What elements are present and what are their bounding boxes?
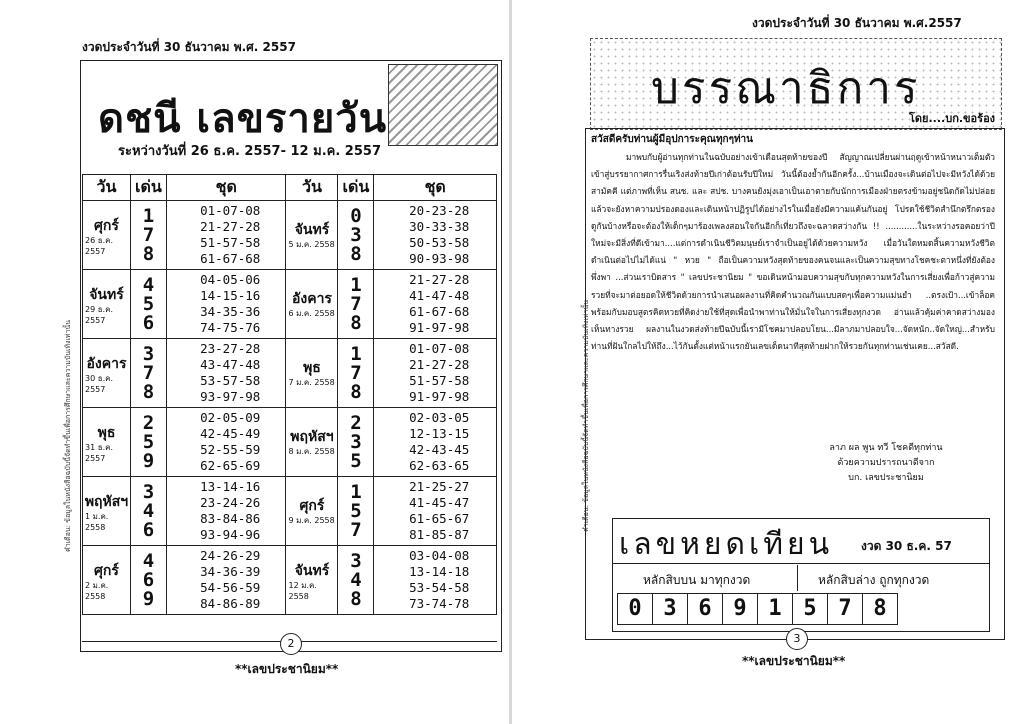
number-set: 52-55-59	[200, 442, 261, 457]
number-set: 20-23-28	[409, 203, 470, 218]
table-row	[83, 477, 497, 546]
editorial-greeting: สวัสดีครับท่านผู้มีอุปการะคุณทุกๆท่าน	[591, 134, 754, 145]
day-date: 5 ม.ค. 2558	[288, 240, 335, 249]
day-name: พุธ	[303, 360, 321, 376]
day-name: ศุกร์	[94, 217, 119, 234]
lucky-digit: 0	[617, 593, 653, 625]
lead-digit: 2	[350, 411, 362, 434]
lucky-date: งวด 30 ธ.ค. 57	[861, 539, 952, 553]
day-date: 26 ธ.ค. 2557	[85, 235, 114, 256]
lead-digit: 7	[350, 518, 362, 541]
lead-digit: 1	[350, 342, 362, 365]
day-name: อังคาร	[86, 355, 127, 372]
lottery-ticket-illustration	[388, 64, 498, 146]
page-number: 3	[786, 628, 808, 650]
number-set: 14-15-16	[200, 288, 261, 303]
day-name: จันทร์	[89, 286, 124, 303]
number-set: 12-13-15	[409, 426, 470, 441]
number-set: 34-36-39	[200, 564, 261, 579]
day-date: 29 ธ.ค. 2557	[85, 304, 114, 325]
header-lead: เด่น	[130, 175, 166, 201]
number-set: 02-03-05	[409, 410, 470, 425]
page-number: 2	[280, 633, 302, 655]
lead-digit: 6	[142, 311, 155, 334]
lead-digit: 7	[142, 223, 155, 246]
lead-digit: 1	[142, 204, 155, 227]
lucky-number-box	[612, 518, 990, 632]
number-set: 03-04-08	[409, 548, 470, 563]
day-date: 31 ธ.ค. 2557	[85, 442, 114, 463]
number-set: 43-47-48	[200, 357, 261, 372]
lead-digit: 3	[350, 223, 362, 246]
day-date: 12 ม.ค. 2558	[288, 580, 317, 601]
number-set: 01-07-08	[409, 341, 470, 356]
lead-digit: 8	[350, 587, 362, 610]
editorial-banner	[590, 38, 1002, 130]
day-date: 1 ม.ค. 2558	[85, 511, 109, 532]
day-name: จันทร์	[294, 222, 330, 238]
number-set: 42-45-49	[200, 426, 261, 441]
day-name: อังคาร	[291, 291, 332, 307]
table-row	[83, 270, 497, 339]
lead-digit: 4	[142, 549, 155, 572]
number-set: 74-75-76	[200, 320, 261, 335]
editorial-title: บรรณาธิการ	[651, 63, 921, 114]
right-header-date: งวดประจำวันที่ 30 ธันวาคม พ.ศ.2557	[752, 16, 962, 30]
day-name: พฤหัสฯ	[290, 429, 334, 445]
number-set: 30-33-38	[409, 219, 470, 234]
number-set: 24-26-29	[200, 548, 261, 563]
number-set: 62-63-65	[409, 458, 470, 473]
closing-line: ด้วยความปรารถนาดีจาก	[837, 458, 935, 468]
day-name: พุธ	[97, 424, 116, 441]
number-set: 21-27-28	[409, 357, 470, 372]
lead-digit: 3	[142, 342, 155, 365]
number-set: 93-94-96	[200, 527, 261, 542]
number-set: 93-97-98	[200, 389, 261, 404]
right-side-note: คำเตือน: ข้อมูลในหนังสือฉบับนี้จัดทำขึ้นเพื่อการศึกษาและความบันเทิงเท่านั้น	[582, 300, 590, 532]
lead-digit: 5	[142, 292, 155, 315]
lucky-digit: 9	[722, 593, 758, 625]
number-set: 91-97-98	[409, 389, 470, 404]
lead-digit: 8	[350, 311, 362, 334]
number-set: 21-27-28	[409, 272, 470, 287]
table-row	[83, 201, 497, 270]
number-set: 13-14-16	[200, 479, 261, 494]
label-bottom: หลักสิบล่าง ถูกทุกงวด	[818, 573, 930, 587]
number-set: 53-57-58	[200, 373, 261, 388]
editorial-closing	[796, 441, 976, 486]
lead-digit: 6	[142, 568, 155, 591]
editorial-body: มาพบกับผู้อ่านทุกท่านในฉบับอย่างเข้าเดือนสุดท้ายของปี สัญญาณเปลี่ยนผ่านฤดูเข้าหน้าหนาวเต็มตัวเข้าสู่บรรยากาศการรื่นเริงส่งท้ายปีเก่าต้อนรับปีใหม่ วันนี้ต้องย้ำกันอีกครั้ง...บ้านเมืองจะเดินต่อไปจะมีหวังได้ด้วยสามัคคี แต่ภาพที่เห็น สนช. และ สปช. บางคนยังมุ่งเอาเป็นเอาตายกับนักการเมืองฝ่ายตรงข้ามอยู่ชนิดกัดไม่ปล่อยแล้วจะยังหาความปรองดองและเดินหน้าปฏิรูปได้อย่างไรในเมื่อยังมีความแค้นกันอยู่ โปรดใช้ชีวิตสำนึกตรึกตรองดูกันบ้างหรือจะต้องให้เด็กๆมาร้องเพลงสอนใจกันอีกก็เที่ยวถึงจะฉลาดสว่างกัน !! ............ในระหว่างรอคอยว่าปีใหม่จะมีสิ่งที่ดีเข้ามา....แต่การดำเนินชีวิตมนุษย์เราจำเป็นอยู่ได้ด้วยความหวัง เมื่อวันใดหมดสิ้นความหวังชีวิตดำเนินต่อไปไม่ได้แน่ " หวย " ถือเป็นความหวังสุดท้ายของคนจนและเป็นความสุขทางโชคชะตาหนึ่งที่ยังต้องพึ่งพา ...ส่วนเราบิดสาร " เลขประชานิยม " ขอเดินหน้ามอบความสุขกับทุกความหวังในการเสี่ยงเพื่อก้าวสู่ความรวยที่จะมาต่อยอดให้ชีวิตด้วยการนำเสนอผลงานที่คิดคำนวณกันแบบสดๆเพื่อความแม่นยำ ..ตรงเป้า...เข้าล็อคพร้อมกับมอบสูตรคิดหวยที่คิดง่ายใช้ที่สุดเพื่อนำพาท่านให้มั่นใจในการเสี่ยงทุกงวด อ่านแล้วคุ้มค่าคาดสว่างมองเห็นทางรวย ผลงานในงวดส่งท้ายปีฉบับนี้เรามีโชคมาปลอบโยน...มีลาภมาปลอบใจ...จัดหนัก..จัดใหญ่...สำหรับท่านที่ฝันใกลไปให้ถึง...ไว้กันตั้งแต่หน้าแรกยันเลขเด็ดนาทีสุดท้ายฝากให้รวยกันทุกท่านเช่นเคย...สวัสดี.	[591, 152, 995, 352]
number-set: 53-54-58	[409, 580, 470, 595]
daily-numbers-table	[82, 174, 497, 615]
number-set: 90-93-98	[409, 251, 470, 266]
day-date: 9 ม.ค. 2558	[288, 516, 335, 525]
header-day: วัน	[83, 175, 131, 201]
left-title: ดชนี เลขรายวัน	[98, 95, 388, 142]
number-set: 84-86-89	[200, 596, 261, 611]
number-set: 54-56-59	[200, 580, 261, 595]
table-row	[83, 546, 497, 615]
lead-digit: 8	[142, 380, 155, 403]
number-set: 81-85-87	[409, 527, 470, 542]
table-row	[83, 339, 497, 408]
number-set: 04-05-06	[200, 272, 261, 287]
number-set: 21-25-27	[409, 479, 470, 494]
number-set: 23-24-26	[200, 495, 261, 510]
number-set: 34-35-36	[200, 304, 261, 319]
lead-digit: 0	[350, 204, 362, 227]
header-sets: ชุด	[374, 175, 497, 201]
day-date: 30 ธ.ค. 2557	[85, 373, 114, 394]
closing-line: ลาภ ผล พูน ทวี โชคดีทุกท่าน	[829, 443, 943, 453]
lead-digit: 9	[142, 587, 155, 610]
day-date: 7 ม.ค. 2558	[288, 378, 335, 387]
lead-digit: 4	[350, 568, 362, 591]
day-name: จันทร์	[294, 562, 330, 579]
number-set: 42-43-45	[409, 442, 470, 457]
day-date: 6 ม.ค. 2558	[288, 309, 335, 318]
lucky-digit: 8	[862, 593, 898, 625]
day-name: ศุกร์	[299, 498, 325, 514]
table-row	[83, 408, 497, 477]
lead-digit: 3	[350, 549, 362, 572]
lucky-digit: 6	[687, 593, 723, 625]
day-name: พฤหัสฯ	[84, 493, 129, 510]
number-set: 61-67-68	[200, 251, 261, 266]
lead-digit: 8	[350, 380, 362, 403]
lead-digit: 8	[350, 242, 362, 265]
lead-digit: 7	[142, 361, 155, 384]
number-set: 23-27-28	[200, 341, 261, 356]
number-set: 61-67-68	[409, 304, 470, 319]
lead-digit: 2	[142, 411, 155, 434]
number-set: 02-05-09	[200, 410, 261, 425]
number-set: 61-65-67	[409, 511, 470, 526]
lead-digit: 1	[350, 273, 362, 296]
lead-digit: 5	[350, 499, 362, 522]
day-date: 2 ม.ค. 2558	[85, 580, 109, 601]
number-set: 73-74-78	[409, 596, 470, 611]
number-set: 51-57-58	[200, 235, 261, 250]
lead-digit: 5	[142, 430, 155, 453]
right-footer: **เลขประชานิยม**	[742, 654, 846, 668]
lead-digit: 9	[142, 449, 155, 472]
divider	[613, 563, 989, 564]
lead-digit: 3	[350, 430, 362, 453]
lucky-digits-row	[617, 593, 897, 625]
lead-digit: 7	[350, 361, 362, 384]
left-footer: **เลขประชานิยม**	[235, 662, 339, 676]
number-set: 83-84-86	[200, 511, 261, 526]
number-set: 13-14-18	[409, 564, 470, 579]
left-subtitle: ระหว่างวันที่ 26 ธ.ค. 2557- 12 ม.ค. 2557	[118, 144, 381, 159]
lead-digit: 4	[142, 273, 155, 296]
lead-digit: 3	[142, 480, 155, 503]
number-set: 41-47-48	[409, 288, 470, 303]
lead-digit: 5	[350, 449, 362, 472]
lead-digit: 8	[142, 242, 155, 265]
day-date: 8 ม.ค. 2558	[288, 447, 335, 456]
number-set: 21-27-28	[200, 219, 261, 234]
lead-digit: 4	[142, 499, 155, 522]
number-set: 50-53-58	[409, 235, 470, 250]
lead-digit: 6	[142, 518, 155, 541]
left-header-date: งวดประจำวันที่ 30 ธันวาคม พ.ศ. 2557	[82, 40, 296, 54]
editorial-byline: โดย....บก.ขอร้อง	[909, 112, 996, 125]
lead-digit: 1	[350, 480, 362, 503]
lucky-digit: 5	[792, 593, 828, 625]
number-set: 62-65-69	[200, 458, 261, 473]
lucky-title: เลขหยดเทียน	[619, 527, 834, 562]
closing-line: บก. เลขประชานิยม	[848, 473, 924, 483]
number-set: 51-57-58	[409, 373, 470, 388]
number-set: 01-07-08	[200, 203, 261, 218]
lucky-digit: 7	[827, 593, 863, 625]
day-name: ศุกร์	[94, 562, 119, 579]
number-set: 91-97-98	[409, 320, 470, 335]
divider	[797, 565, 798, 591]
header-sets: ชุด	[166, 175, 286, 201]
table-header-row	[83, 175, 497, 201]
label-top: หลักสิบบน มาทุกงวด	[643, 573, 751, 587]
header-lead: เด่น	[338, 175, 374, 201]
lucky-digit: 1	[757, 593, 793, 625]
number-set: 41-45-47	[409, 495, 470, 510]
lead-digit: 7	[350, 292, 362, 315]
lucky-digit: 3	[652, 593, 688, 625]
header-day: วัน	[286, 175, 338, 201]
left-side-note: คำเตือน: ข้อมูลในหนังสือฉบับนี้จัดทำขึ้นเพื่อการศึกษาและความบันเทิงเท่านั้น	[64, 320, 72, 552]
